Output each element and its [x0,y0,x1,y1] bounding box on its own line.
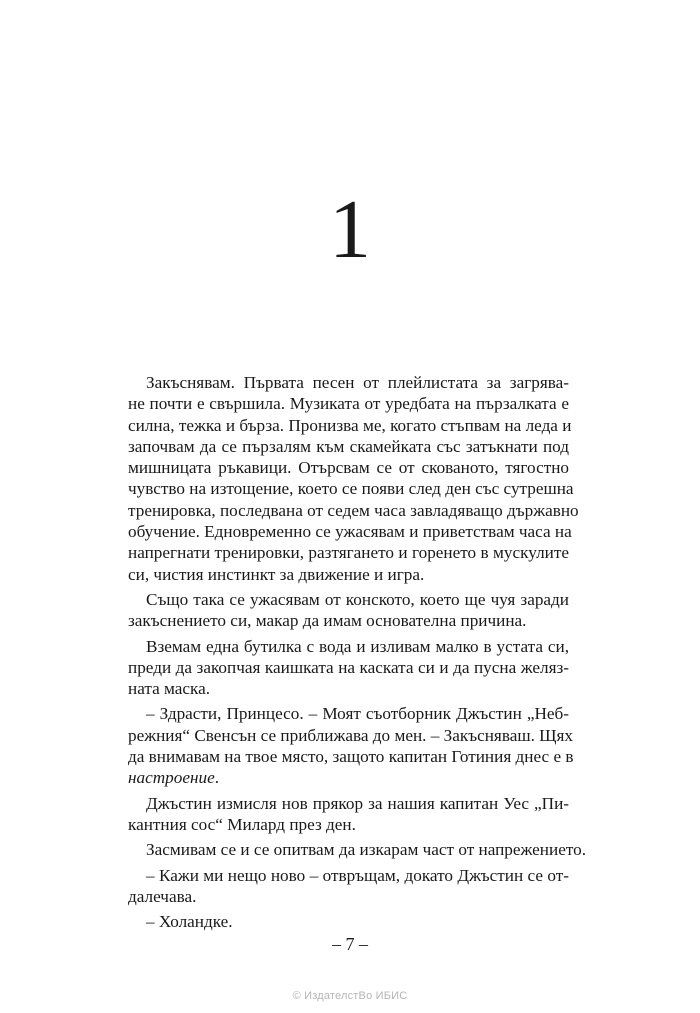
text-line: чувство на изтощение, което се появи след ден със сутрешна [128,479,574,499]
text-line: Вземам една бутилка с вода и изливам малко в устата си, [146,636,569,656]
text-fragment: . [214,768,220,788]
paragraph-7 [128,865,569,908]
text-line: силна, тежка и бърза. Пронизва ме, когато стъпвам на леда и [128,415,572,435]
body-text [128,372,587,932]
text-line: Джъстин измисля нов прякор за нашия капитан Уес „Пи- [146,793,569,813]
text-line: преди да закопчая каишката на каската си и да пусна желяз- [128,657,569,677]
text-line: си, чистия инстинкт за движение и игра. [128,564,425,584]
text-line: – Холандке. [146,912,233,932]
text-line: ната маска. [128,679,211,699]
chapter-number: 1 [329,183,371,276]
text-line: закъснението си, макар да имам основателна причина. [128,611,527,631]
text-line: обучение. Едновременно се ужасявам и приветствам часа на [128,522,572,542]
paragraph-6 [128,839,587,860]
publisher-watermark: © ИздателстВо ИБИС [292,990,408,1002]
text-line: кантния сос“ Милард през ден. [128,814,356,834]
text-line [128,767,569,788]
text-line: далечава. [128,886,197,906]
text-line: започвам да се пързалям към скамейката със затъкнати под [128,436,569,456]
paragraph-2 [128,589,569,632]
text-line: Също така се ужасявам от конското, което ще чуя заради [146,589,569,609]
text-line: Закъснявам. Първата песен от плейлистата за загрява- [146,373,569,392]
text-line: – Здрасти, Принцесо. – Моят съотборник Джъстин „Неб- [146,704,569,724]
text-line: режния“ Свенсън се приближава до мен. – Закъсняваш. Щях [128,725,574,745]
paragraph-4 [128,703,574,788]
paragraph-1 [128,372,579,585]
text-line: мишницата ръкавици. Отърсвам се от скованото, тягостно [128,458,569,478]
paragraph-8 [128,911,569,932]
text-line: – Кажи ми нещо ново – отвръщам, докато Джъстин се от- [146,865,569,885]
paragraph-3 [128,636,569,700]
text-line: напрегнати тренировки, разтягането и горенето в мускулите [128,543,569,563]
text-line: не почти е свършила. Музиката от уредбата на пързалката е [128,394,569,414]
text-line: тренировка, последвана от седем часа завладяващо държавно [128,500,579,520]
italic-word: настроение [128,768,215,788]
text-line: да внимавам на твое място, защото капитан Готиния днес е в [128,747,574,767]
text-line: Засмивам се и се опитвам да изкарам част от напрежението. [146,840,587,860]
paragraph-5 [128,793,569,836]
page-number: – 7 – [332,934,368,954]
